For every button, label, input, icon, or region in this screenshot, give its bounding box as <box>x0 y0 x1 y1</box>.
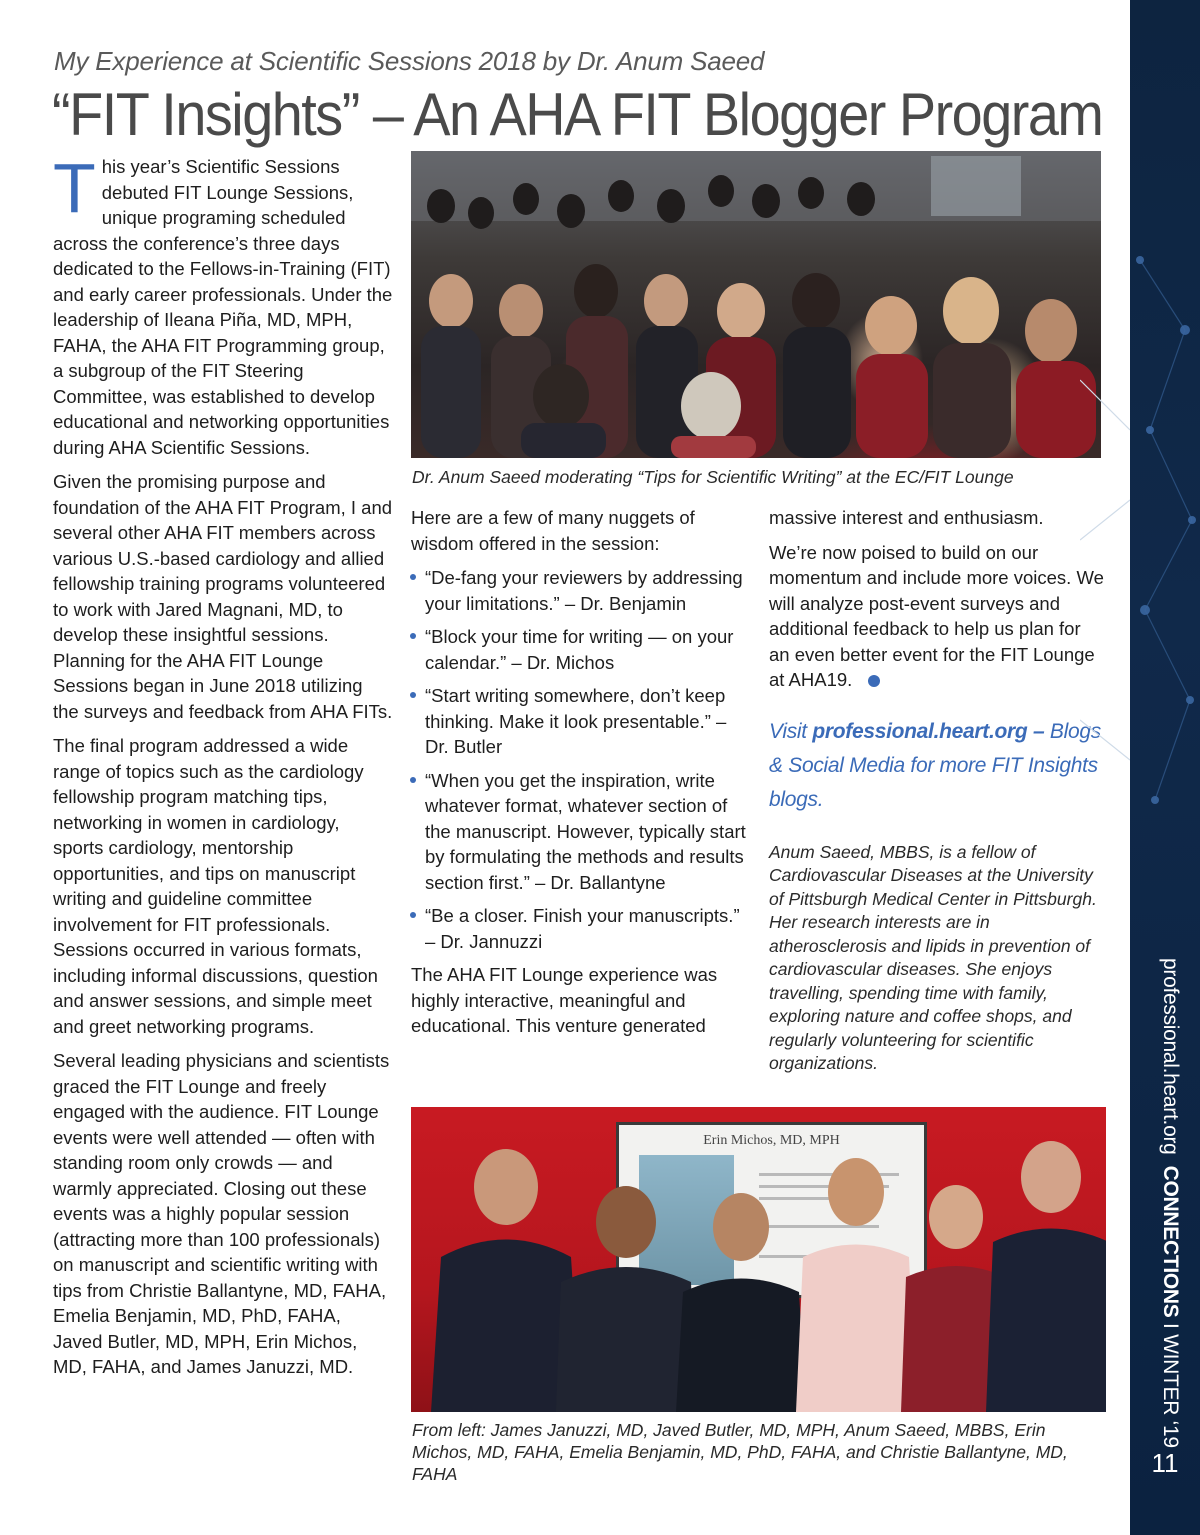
bullet-dot-icon <box>410 777 416 783</box>
audience-illustration <box>411 151 1101 458</box>
bullet-dot-icon <box>410 574 416 580</box>
article-title: “FIT Insights” – An AHA FIT Blogger Program <box>52 81 1103 148</box>
list-item: “De-fang your reviewers by addressing your limitations.” – Dr. Benjamin <box>411 565 746 616</box>
end-mark-icon <box>868 675 880 687</box>
audience-photo-caption: Dr. Anum Saeed moderating “Tips for Scientific Writing” at the EC/FIT Lounge <box>412 467 1014 487</box>
sidebar-site: professional.heart.org <box>1159 958 1182 1155</box>
next-steps-paragraph: We’re now poised to build on our momentum and include more voices. We will analyze post-event surveys and additional feedback to help us plan for an even better event for the FIT Lounge at AHA19. <box>769 541 1104 690</box>
bullet-dot-icon <box>410 692 416 698</box>
bullet-dot-icon <box>410 912 416 918</box>
paragraph-topics: The final program addressed a wide range of topics such as the cardiology fellowship program matching tips, networking in women in cardiology, sports cardiology, mentorship opportunities, and tips on manuscript writing and guideline committee involvement for FIT professionals. Sessions occurred in various formats, including informal discussions, question and answer sessions, and simple meet and greet networking programs. <box>53 735 378 1037</box>
lounge-experience-paragraph: The AHA FIT Lounge experience was highly interactive, meaningful and educational. This venture generated <box>411 964 718 1036</box>
right-column <box>769 505 1104 1076</box>
group-photo-caption: From left: James Januzzi, MD, Javed Butler, MD, MPH, Anum Saeed, MBBS, Erin Michos, MD, FAHA, Emelia Benjamin, MD, PhD, FAHA, and Christie Ballantyne, MD, FAHA <box>412 1420 1068 1484</box>
article-subtitle: My Experience at Scientific Sessions 2018 by Dr. Anum Saeed <box>54 46 765 76</box>
sidebar-separator: I <box>1159 1317 1182 1335</box>
paragraph-intro-text: his year’s Scientific Sessions debuted FIT Lounge Sessions, unique programing scheduled across the conference’s three days dedicated to the Fellows-in-Training (FIT) and early career professionals. Under the leadership of Ileana Piña, MD, MPH, FAHA, the AHA FIT Programming group, a subgroup of the FIT Steering Committee, was established to develop educational and networking opportunities during AHA Scientific Sessions. <box>53 156 393 458</box>
list-item: “Start writing somewhere, don’t keep thinking. Make it look presentable.” – Dr. Butler <box>411 683 746 760</box>
list-item: “Be a closer. Finish your manuscripts.” – Dr. Jannuzzi <box>411 903 746 954</box>
continuation-text: massive interest and enthusiasm. <box>769 507 1044 528</box>
website-link[interactable]: professional.heart.org – <box>812 719 1045 743</box>
nuggets-intro: Here are a few of many nuggets of wisdom offered in the session: <box>411 507 695 554</box>
list-item: “Block your time for writing — on your calendar.” – Dr. Michos <box>411 624 746 675</box>
drop-cap: T <box>53 149 96 227</box>
bullet-dot-icon <box>410 633 416 639</box>
background-network-icon <box>1080 320 1130 820</box>
sidebar-publication: CONNECTIONS <box>1159 1165 1182 1318</box>
group-people-illustration <box>411 1107 1106 1412</box>
left-column <box>53 149 393 1389</box>
screen-title: Erin Michos, MD, MPH <box>703 1133 840 1148</box>
page-number: 11 <box>1151 1448 1179 1478</box>
paragraph-program: Given the promising purpose and foundation of the AHA FIT Program, I and several other AHA FIT members across various U.S.-based cardiology and allied fellowship training programs volunteered to work with Jared Magnani, MD, to develop these insightful sessions. Planning for the AHA FIT Lounge Sessions began in June 2018 utilizing the surveys and feedback from AHA FITs. <box>53 471 393 722</box>
sidebar-running-footer <box>1158 958 1182 1448</box>
list-item: “When you get the inspiration, write whatever format, whatever section of the manuscript. However, typically start by formulating the methods and results section first.” – Dr. Ballantyne <box>411 768 746 896</box>
visit-callout: Visit professional.heart.org – Blogs & Social Media for more FIT Insights blogs. <box>769 719 1101 811</box>
paragraph-intro <box>53 149 393 460</box>
sidebar-issue: WINTER ‘19 <box>1159 1334 1182 1448</box>
audience-photo <box>411 151 1101 458</box>
middle-column <box>411 505 746 1048</box>
wisdom-list <box>411 565 746 954</box>
paragraph-speakers: Several leading physicians and scientists graced the FIT Lounge and freely engaged with the audience. FIT Lounge events were well attended — often with standing room only crowds — and warmly appreciated. Closing out these events was a highly popular session (attracting more than 100 professionals) on manuscript and scientific writing with tips from Christie Ballantyne, MD, FAHA, Emelia Benjamin, MD, PhD, FAHA, Javed Butler, MD, MPH, Erin Michos, MD, FAHA, and James Januzzi, MD. <box>53 1050 390 1377</box>
author-bio: Anum Saeed, MBBS, is a fellow of Cardiovascular Diseases at the University of Pittsburgh Medical Center in Pittsburgh. Her research interests are in atherosclerosis and lipids in prevention of cardiovascular diseases. She enjoys travelling, spending time with family, exploring nature and coffee shops, and regularly volunteering for scientific organizations. <box>769 841 1097 1073</box>
group-photo <box>411 1107 1106 1412</box>
